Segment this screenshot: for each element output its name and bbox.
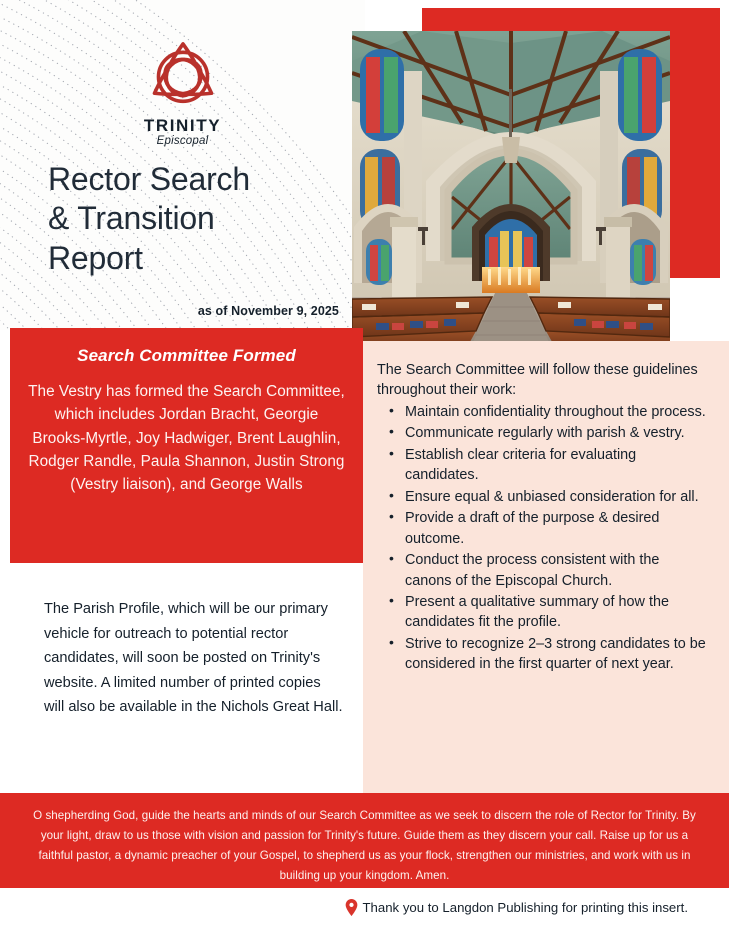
parish-profile-paragraph: The Parish Profile, which will be our primary vehicle for outreach to potential rector candidates, will soon be posted on Trinity's website. A limited number of printed copies will also be available in the Nichols Great Hall. bbox=[44, 601, 343, 716]
prayer-banner bbox=[0, 793, 729, 888]
list-item: • Maintain confidentiality throughout the process. bbox=[403, 402, 709, 422]
committee-heading: Search Committee Formed bbox=[77, 346, 296, 365]
list-item: • Strive to recognize 2–3 strong candidates to be considered in the first quarter of next year. bbox=[403, 634, 709, 675]
map-pin-icon bbox=[345, 899, 358, 916]
page-title-line-2: & Transition bbox=[48, 200, 215, 237]
brand-denomination: Episcopal bbox=[156, 135, 209, 147]
brand-name: TRINITY bbox=[143, 116, 222, 135]
guidelines-panel bbox=[363, 341, 729, 793]
list-item: • Ensure equal & unbiased consideration for all. bbox=[403, 487, 709, 507]
page-title bbox=[48, 160, 348, 278]
footer-credit bbox=[0, 888, 729, 926]
footer-credit-text: Thank you to Langdon Publishing for printing this insert. bbox=[362, 899, 688, 915]
report-date: as of November 9, 2025 bbox=[197, 304, 339, 318]
prayer-text: O shepherding God, guide the hearts and minds of our Search Committee as we seek to discern the role of Rector for Trinity. By your light, draw to us those with vision and passion for Trinity's future. Guide them as they discern your call. Raise up for us a faithful pastor, a dynamic preacher of your Gospel, to shepherd us as your flock, strengthen our ministries, and work with us in building up your kingdom. Amen. bbox=[33, 809, 696, 883]
guidelines-intro-text: The Search Committee will follow these guidelines throughout their work: bbox=[377, 362, 698, 399]
list-item: • Provide a draft of the purpose & desired outcome. bbox=[403, 508, 709, 549]
triquetra-trinity-knot-icon bbox=[0, 38, 365, 115]
committee-body-text: The Vestry has formed the Search Committee, which includes Jordan Bracht, Georgie Brooks-Myrtle, Joy Hadwiger, Brent Laughlin, Rodger Randle, Paula Shannon, Justin Strong (Vestry liaison), and George Walls bbox=[28, 383, 345, 493]
list-item: • Establish clear criteria for evaluating candidates. bbox=[403, 445, 709, 486]
header-panel bbox=[0, 0, 365, 330]
search-committee-panel bbox=[10, 328, 363, 563]
guidelines-list bbox=[377, 402, 709, 675]
page-title-line-3: Report bbox=[48, 239, 143, 276]
page-title-line-1: Rector Search bbox=[48, 161, 250, 197]
church-interior-photo bbox=[352, 31, 670, 349]
list-item: • Conduct the process consistent with the canons of the Episcopal Church. bbox=[403, 550, 709, 591]
list-item: • Present a qualitative summary of how the candidates fit the profile. bbox=[403, 592, 709, 633]
list-item: • Communicate regularly with parish & vestry. bbox=[403, 423, 709, 443]
brand-logo bbox=[0, 38, 365, 147]
